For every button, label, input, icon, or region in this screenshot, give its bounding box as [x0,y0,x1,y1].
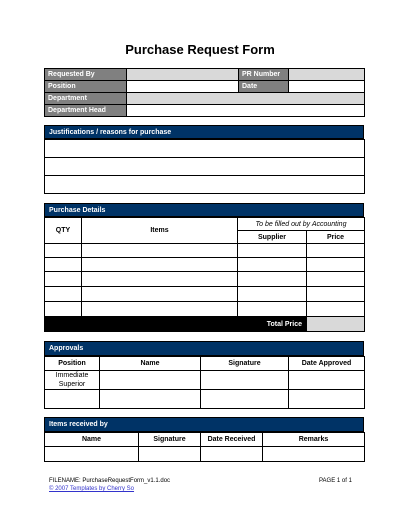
received-remarks-cell[interactable] [263,447,365,462]
price-cell[interactable] [307,258,365,272]
justification-line[interactable] [45,158,365,176]
approvals-header [44,341,364,356]
items-cell[interactable] [82,302,238,317]
approval-date-cell[interactable] [289,371,365,390]
received-name-header: Name [45,433,139,447]
date-label: Date [239,81,289,93]
items-cell[interactable] [82,244,238,258]
qty-cell[interactable] [45,258,82,272]
department-head-field[interactable] [127,105,365,117]
total-price-label: Total Price [45,317,307,332]
immediate-superior-label: Immediate Superior [45,371,100,390]
approver-name-cell[interactable] [100,390,201,409]
footer-filename: FILENAME: PurchaseRequestForm_v1.1.doc [49,478,171,484]
received-date-cell[interactable] [201,447,263,462]
receiver-name-cell[interactable] [45,447,139,462]
supplier-cell[interactable] [238,244,307,258]
department-label: Department [45,93,127,105]
accounting-note: To be filled out by Accounting [238,218,365,231]
position-label: Position [45,81,127,93]
purchase-details-table [44,217,365,332]
justification-line[interactable] [45,176,365,194]
requested-by-label: Requested By [45,69,127,81]
receiver-signature-cell[interactable] [139,447,201,462]
pr-number-label: PR Number [239,69,289,81]
qty-cell[interactable] [45,302,82,317]
approvals-table [44,356,365,409]
items-cell[interactable] [82,258,238,272]
supplier-column-header: Supplier [238,231,307,244]
requested-by-field[interactable] [127,69,239,81]
supplier-cell[interactable] [238,272,307,287]
requester-info-table [44,68,365,117]
supplier-cell[interactable] [238,287,307,302]
pr-number-field[interactable] [289,69,365,81]
approvals-position-header: Position [45,357,100,371]
price-cell[interactable] [307,244,365,258]
approver-position-cell[interactable] [45,390,100,409]
price-column-header: Price [307,231,365,244]
items-column-header: Items [82,218,238,244]
approvals-date-header: Date Approved [289,357,365,371]
approvals-header-label: Approvals [49,345,84,352]
page-title: Purchase Request Form [125,42,275,57]
price-cell[interactable] [307,272,365,287]
department-head-label: Department Head [45,105,127,117]
approver-signature-cell[interactable] [201,390,289,409]
received-remarks-header: Remarks [263,433,365,447]
purchase-details-header-label: Purchase Details [49,206,106,214]
qty-cell[interactable] [45,287,82,302]
items-cell[interactable] [82,272,238,287]
approval-date-cell[interactable] [289,390,365,409]
items-received-header [44,417,364,432]
qty-column-header: QTY [45,218,82,244]
justification-header-label: Justifications / reasons for purchase [49,128,172,136]
footer-copyright-link[interactable]: © 2007 Templates by Cherry So [49,486,135,492]
items-received-header-label: Items received by [49,421,108,428]
date-field[interactable] [289,81,365,93]
received-date-header: Date Received [201,433,263,447]
approvals-signature-header: Signature [201,357,289,371]
footer-page-number: PAGE 1 of 1 [319,478,352,484]
price-cell[interactable] [307,302,365,317]
justification-line[interactable] [45,140,365,158]
approver-signature-cell[interactable] [201,371,289,390]
justification-header [44,125,364,139]
approver-name-cell[interactable] [100,371,201,390]
purchase-details-header [44,203,364,217]
justification-table [44,139,365,194]
approvals-name-header: Name [100,357,201,371]
total-price-field[interactable] [307,317,365,332]
received-signature-header: Signature [139,433,201,447]
qty-cell[interactable] [45,244,82,258]
supplier-cell[interactable] [238,258,307,272]
department-field[interactable] [127,93,365,105]
price-cell[interactable] [307,287,365,302]
position-field[interactable] [127,81,239,93]
supplier-cell[interactable] [238,302,307,317]
items-cell[interactable] [82,287,238,302]
items-received-table [44,432,365,462]
qty-cell[interactable] [45,272,82,287]
